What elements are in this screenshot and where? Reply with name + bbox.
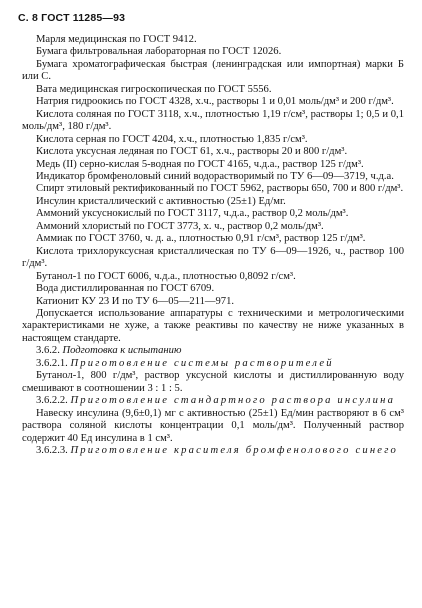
section-number: 3.6.2.3. (36, 444, 68, 456)
section-heading-3-6-2-3 (22, 445, 404, 457)
paragraph: Вата медицинская гигроскопическая по ГОСТ 5556. (36, 83, 272, 95)
paragraph: Медь (II) серно-кислая 5-водная по ГОСТ 4165, ч.д.а., раствор 125 г/дм³. (36, 158, 364, 170)
section-number: 3.6.2.1. (36, 357, 68, 369)
section-title: Приготовление системы растворителей (70, 357, 334, 369)
paragraph: Марля медицинская по ГОСТ 9412. (36, 34, 197, 45)
paragraph: Вода дистиллированная по ГОСТ 6709. (36, 283, 215, 295)
page-header: С. 8 ГОСТ 11285—93 (18, 12, 126, 24)
paragraph: Спирт этиловый ректификованный по ГОСТ 5962, растворы 650, 700 и 800 г/дм³. (36, 183, 404, 195)
paragraph: Бумага фильтровальная лабораторная по ГОСТ 12026. (36, 46, 282, 58)
paragraph: Аммиак по ГОСТ 3760, ч. д. а., плотностью 0,91 г/см³, раствор 125 г/дм³. (36, 233, 366, 245)
section-number: 3.6.2. (36, 345, 60, 357)
section-heading-3-6-2-1 (22, 358, 404, 370)
section-title: Приготовление стандартного раствора инсулина (70, 395, 396, 407)
paragraph: Бутанол-1, 800 г/дм³, раствор уксусной кислоты и дистиллированную воду смешивают в соотношении 3 : 1 : 5. (22, 370, 404, 394)
paragraph: Кислота уксусная ледяная по ГОСТ 61, х.ч., растворы 20 и 800 г/дм³. (36, 146, 348, 158)
section-title: Подготовка к испытанию (62, 345, 182, 357)
paragraph: Допускается использование аппаратуры с техническими и метрологическими характеристиками не хуже, а также реактивы по качеству не ниже указанных в настоящем стандарте. (22, 307, 404, 344)
section-heading-3-6-2 (22, 345, 404, 357)
document-body (22, 34, 404, 457)
paragraph: Кислота трихлоруксусная кристаллическая по ТУ 6—09—1926, ч., раствор 100 г/дм³. (22, 245, 404, 270)
paragraph: Навеску инсулина (9,6±0,1) мг с активностью (25±1) Ед/мин растворяют в 6 см³ раствора соляной кислоты концентрации 0,1 моль/дм³. Полученный раствор содержит 40 Ед инсулина в 1 см³. (22, 407, 404, 444)
paragraph: Натрия гидроокись по ГОСТ 4328, х.ч., растворы 1 и 0,01 моль/дм³ и 200 г/дм³. (36, 96, 394, 108)
paragraph: Кислота серная по ГОСТ 4204, х.ч., плотностью 1,835 г/см³. (36, 133, 308, 145)
paragraph: Инсулин кристаллический с активностью (25±1) Ед/мг. (36, 195, 286, 207)
paragraph: Аммоний хлористый по ГОСТ 3773, х. ч., раствор 0,2 моль/дм³. (36, 220, 324, 232)
section-title: Приготовление красителя бромфенолового синего (70, 444, 399, 456)
paragraph: Бумага хроматографическая быстрая (ленинградская или импортная) марки Б или С. (22, 58, 404, 83)
section-heading-3-6-2-2 (22, 395, 404, 407)
paragraph: Аммоний уксуснокислый по ГОСТ 3117, ч.д.а., раствор 0,2 моль/дм³. (36, 208, 349, 220)
paragraph: Кислота соляная по ГОСТ 3118, х.ч., плотностью 1,19 г/см³, растворы 1; 0,5 и 0,1 моль/дм³, 180 г/дм³. (22, 108, 404, 133)
paragraph: Бутанол-1 по ГОСТ 6006, ч.д.а., плотностью 0,8092 г/см³. (36, 270, 296, 282)
paragraph: Индикатор бромфеноловый синий водорастворимый по ТУ 6—09—3719, ч.д.а. (36, 170, 394, 182)
paragraph: Катионит КУ 23 И по ТУ 6—05—211—971. (36, 295, 235, 307)
section-number: 3.6.2.2. (36, 395, 68, 407)
